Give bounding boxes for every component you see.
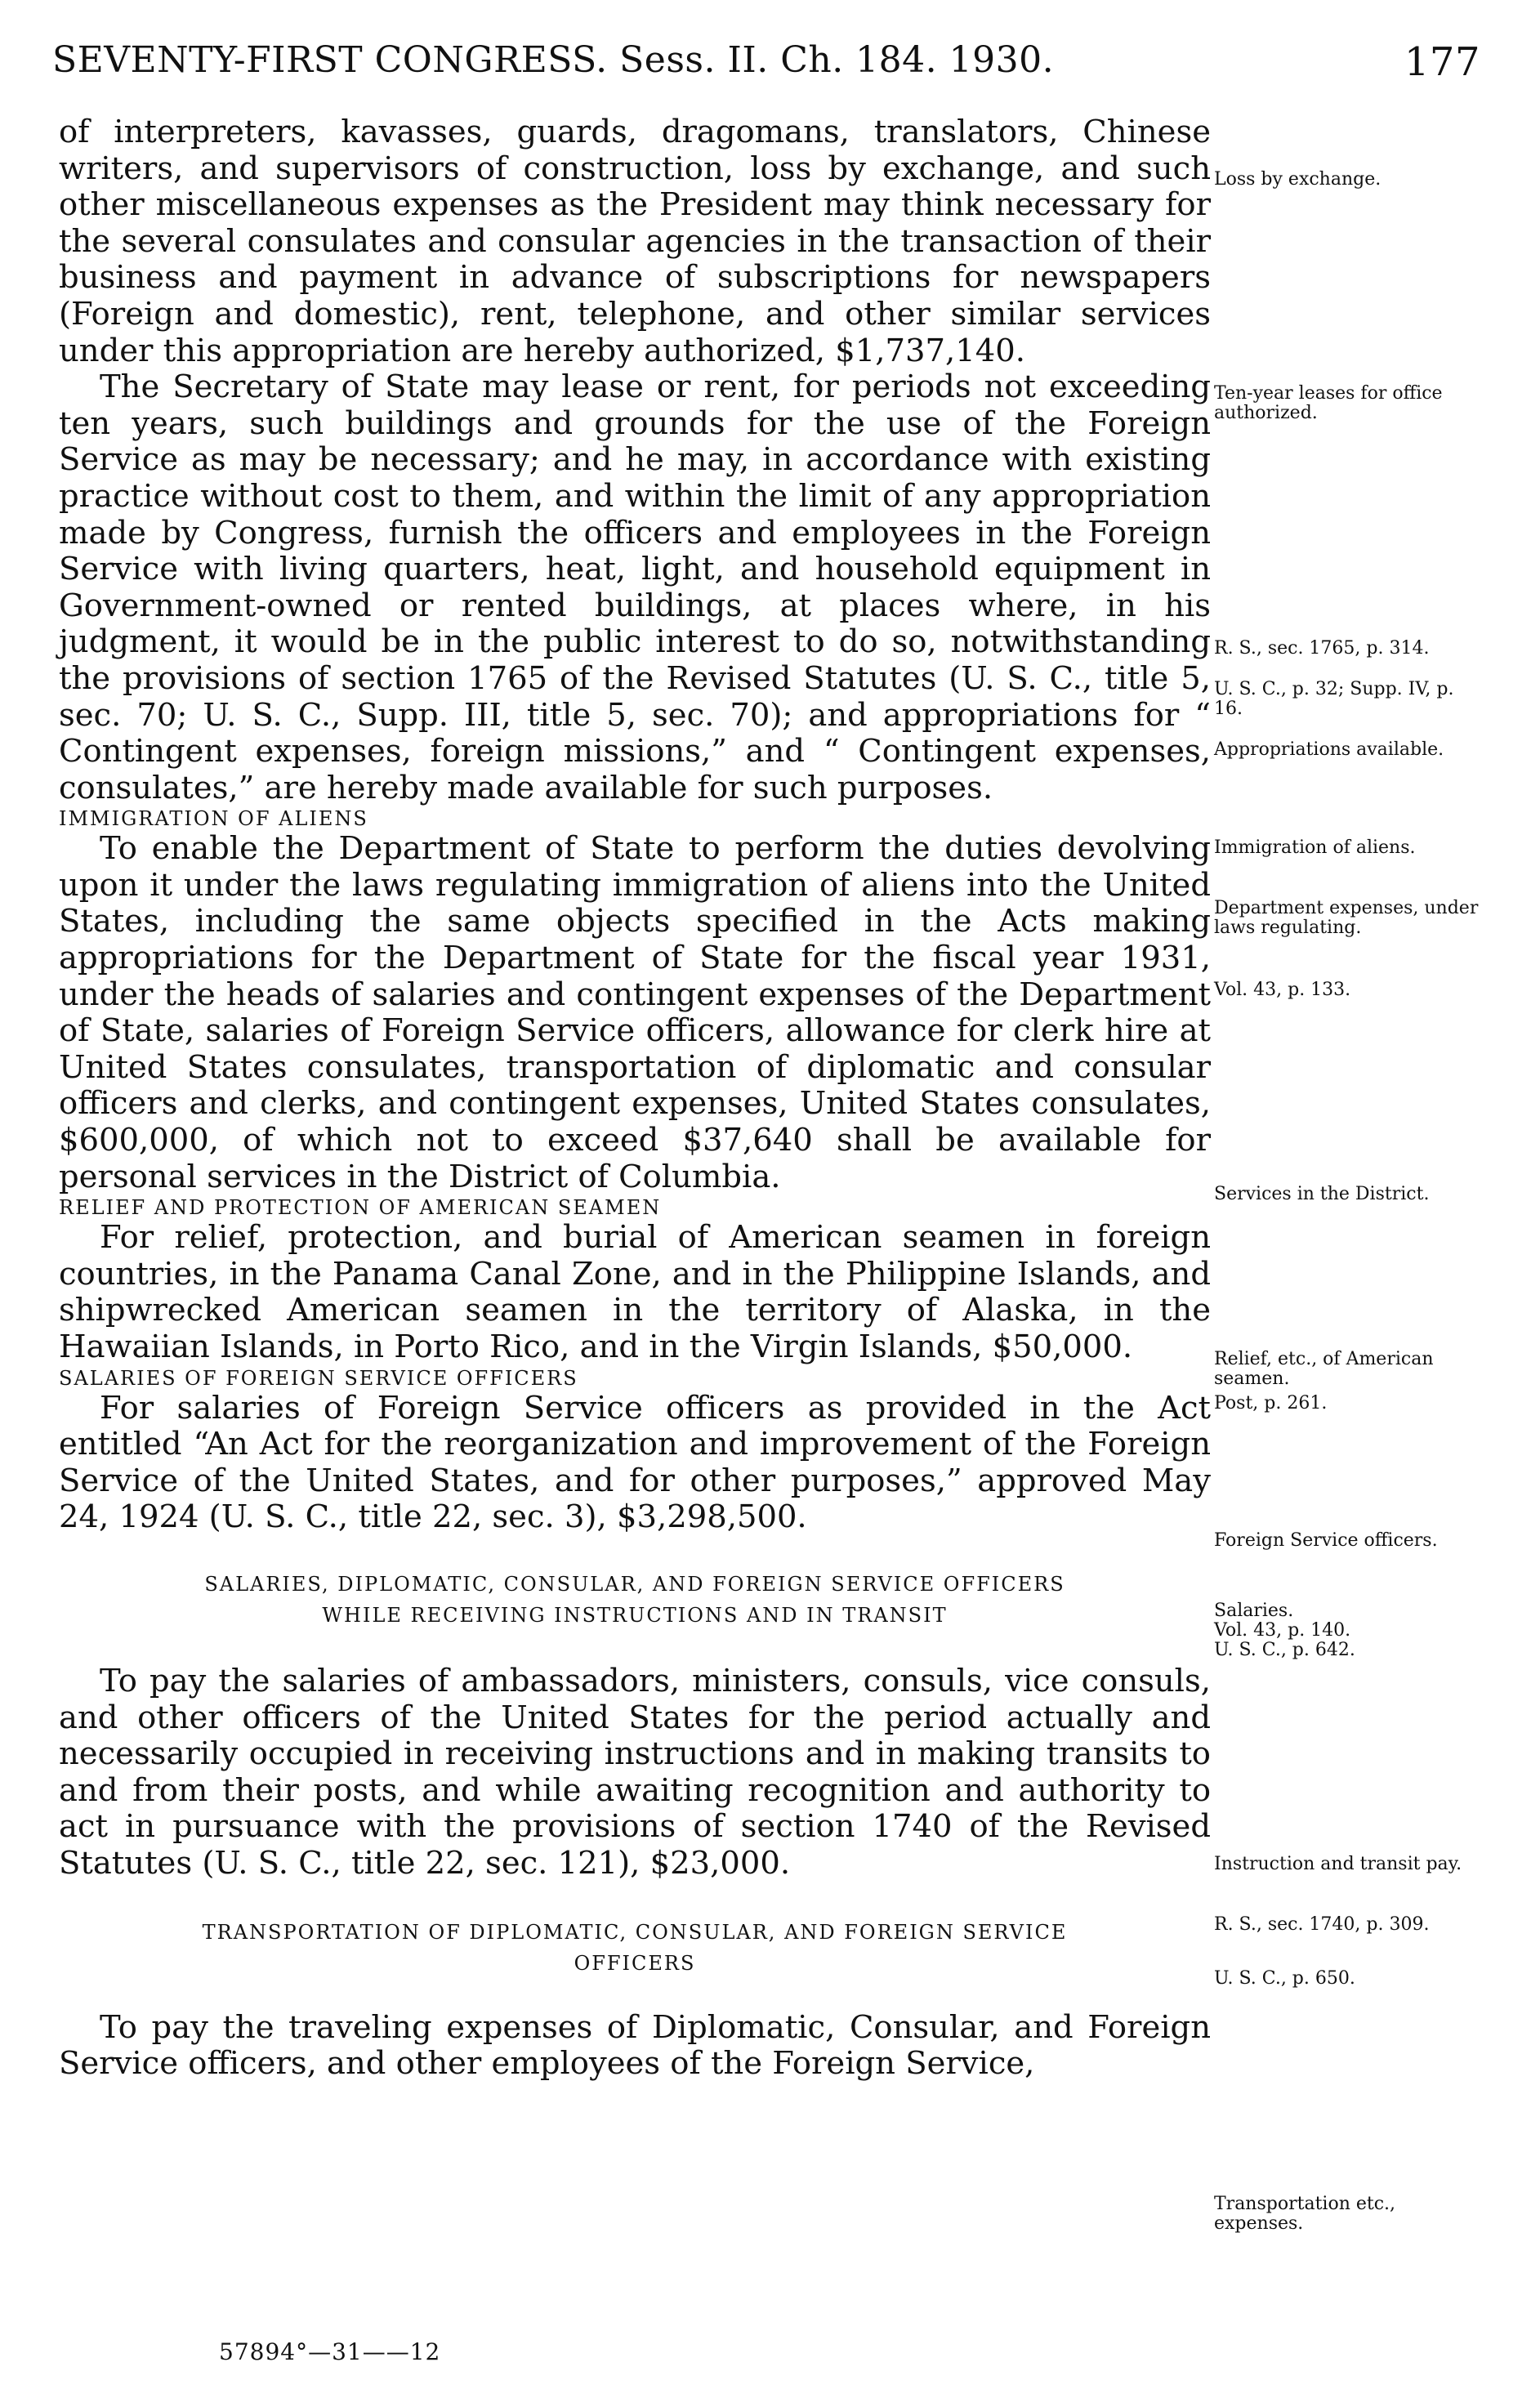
main-text-column bbox=[59, 114, 1211, 2083]
paragraph-immigration: To enable the Department of State to perform the duties devolving upon it under the laws regulating immigration of aliens into the United States, including the same objects specified in the Acts making appropriations for the Department of State for the fiscal year 1931, under the heads of salaries and contingent expenses of the Department of State, salaries of Foreign Service officers, allowance for clerk hire at United States consulates, transportation of diplomatic and consular officers and clerks, and contingent expenses, United States consulates, $600,000, of which not to exceed $37,640 shall be available for personal services in the District of Columbia. bbox=[59, 830, 1211, 1195]
paragraph-consular-expenses: of interpreters, kavasses, guards, dragomans, translators, Chinese writers, and supervisors of construction, loss by exchange, and such other miscellaneous expenses as the President may think necessary for the several consulates and consular agencies in the transaction of their business and payment in advance of subscriptions for newspapers (Foreign and domestic), rent, telephone, and other similar services under this appropriation are hereby authorized, $1,737,140. bbox=[59, 114, 1211, 369]
margin-note-post-p261: Post, p. 261. bbox=[1214, 1393, 1328, 1413]
running-head: SEVENTY-FIRST CONGRESS. Sess. II. Ch. 184. 1930. bbox=[52, 39, 1055, 81]
paragraph-relief: For relief, protection, and burial of American seamen in foreign countries, in the Panama Canal Zone, and in the Philippine Islands, and shipwrecked American seamen in the territory of Alaska, in the Hawaiian Islands, in Porto Rico, and in the Virgin Islands, $50,000. bbox=[59, 1219, 1211, 1365]
heading-instruction-line-2: WHILE RECEIVING INSTRUCTIONS AND IN TRANSIT bbox=[322, 1603, 948, 1627]
margin-note-loss-by-exchange: Loss by exchange. bbox=[1214, 169, 1382, 190]
paragraph-salaries: For salaries of Foreign Service officers as provided in the Act entitled “An Act for the reorganization and improvement of the Foreign Service of the United States, and for other purposes,” approved May 24, 1924 (U. S. C., title 22, sec. 3), $3,298,500. bbox=[59, 1389, 1211, 1536]
margin-note-transportation-expenses: Transportation etc., expenses. bbox=[1214, 2194, 1396, 2234]
margin-note-vol43-p133: Vol. 43, p. 133. bbox=[1214, 980, 1351, 1000]
printer-signature: 57894°—31——12 bbox=[219, 2338, 441, 2365]
margin-note-services-district: Services in the District. bbox=[1214, 1184, 1430, 1204]
paragraph-instruction-transit: To pay the salaries of ambassadors, ministers, consuls, vice consuls, and other officers of the United States for the period actually and necessarily occupied in receiving instructions and in making transits to and from their posts, and while awaiting recognition and authority to act in pursuance with the provisions of section 1740 of the Revised Statutes (U. S. C., title 22, sec. 121), $23,000. bbox=[59, 1662, 1211, 1882]
paragraph-transportation: To pay the traveling expenses of Diplomatic, Consular, and Foreign Service officers, and other employees of the Foreign Service, bbox=[59, 2008, 1211, 2083]
margin-note-department-expenses: Department expenses, under laws regulating. bbox=[1214, 898, 1479, 938]
margin-note-usc-p650: U. S. C., p. 650. bbox=[1214, 1968, 1355, 1989]
margin-note-foreign-service-officers: Foreign Service officers. bbox=[1214, 1530, 1438, 1551]
paragraph-leases: The Secretary of State may lease or rent, for periods not exceeding ten years, such buildings and grounds for the use of the Foreign Service as may be necessary; and he may, in accordance with existing practice without cost to them, and within the limit of any appropriation made by Congress, furnish the officers and employees in the Foreign Service with living quarters, heat, light, and household equipment in Government-owned or rented buildings, at places where, in his judgment, it would be in the public interest to do so, notwithstanding the provisions of section 1765 of the Revised Statutes (U. S. C., title 5, sec. 70; U. S. C., Supp. III, title 5, sec. 70); and appropriations for “ Contingent expenses, foreign missions,” and “ Contingent expenses, consulates,” are hereby made available for such purposes. bbox=[59, 368, 1211, 806]
margin-note-ten-year-leases: Ten-year leases for office authorized. bbox=[1214, 383, 1443, 423]
margin-note-instruction-transit: Instruction and transit pay. bbox=[1214, 1854, 1462, 1874]
margin-note-relief-seamen: Relief, etc., of American seamen. bbox=[1214, 1349, 1434, 1389]
margin-note-immigration-of-aliens: Immigration of aliens. bbox=[1214, 837, 1416, 858]
page-number: 177 bbox=[1404, 39, 1480, 85]
heading-relief-american-seamen: RELIEF AND PROTECTION OF AMERICAN SEAMEN bbox=[59, 1196, 662, 1220]
heading-instruction-line-1: SALARIES, DIPLOMATIC, CONSULAR, AND FOREIGN SERVICE OFFICERS bbox=[204, 1572, 1065, 1596]
heading-transportation-line-2: OFFICERS bbox=[574, 1951, 696, 1975]
margin-note-rs-1765: R. S., sec. 1765, p. 314. bbox=[1214, 638, 1430, 659]
heading-salaries-foreign-service: SALARIES OF FOREIGN SERVICE OFFICERS bbox=[59, 1366, 578, 1390]
heading-immigration-of-aliens: IMMIGRATION OF ALIENS bbox=[59, 807, 368, 831]
margin-note-usc-p642: U. S. C., p. 642. bbox=[1214, 1640, 1355, 1660]
heading-transportation bbox=[59, 1917, 1211, 1979]
margin-note-rs-1740: R. S., sec. 1740, p. 309. bbox=[1214, 1914, 1430, 1935]
margin-note-usc-p32: U. S. C., p. 32; Supp. IV, p. 16. bbox=[1214, 679, 1454, 719]
margin-note-salaries: Salaries. bbox=[1214, 1601, 1294, 1621]
margin-note-appropriations-available: Appropriations available. bbox=[1214, 739, 1444, 760]
heading-transportation-line-1: TRANSPORTATION OF DIPLOMATIC, CONSULAR, AND FOREIGN SERVICE bbox=[202, 1920, 1068, 1944]
heading-instruction-transit bbox=[59, 1569, 1211, 1631]
margin-note-vol43-p140: Vol. 43, p. 140. bbox=[1214, 1620, 1351, 1641]
